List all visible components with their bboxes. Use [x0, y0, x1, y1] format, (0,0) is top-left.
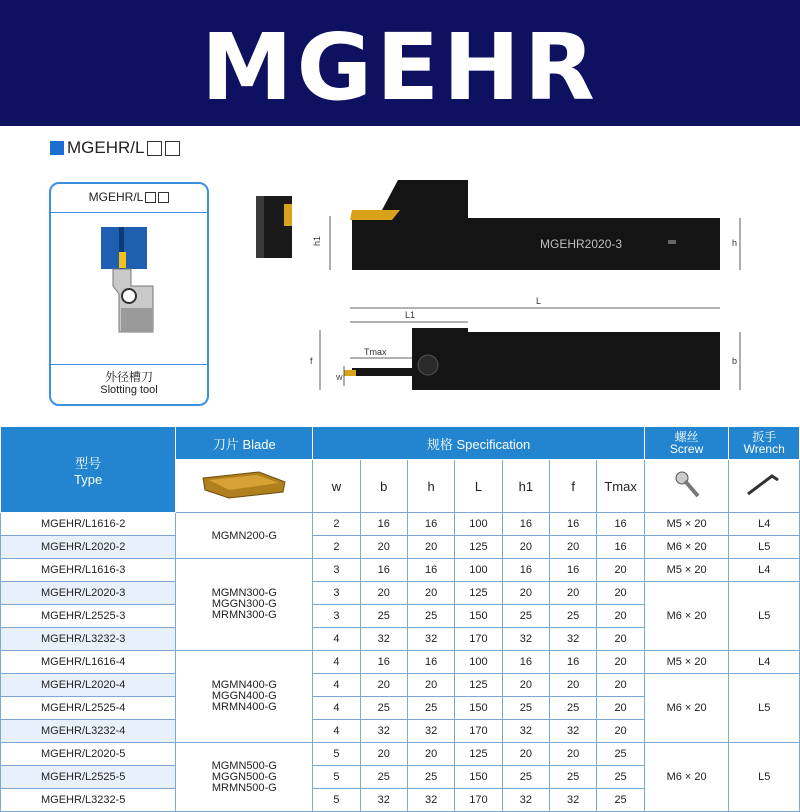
col-header-type: 型号 Type — [1, 427, 176, 513]
table-cell: 25 — [502, 697, 549, 720]
table-cell: 100 — [455, 651, 502, 674]
table-cell: 16 — [360, 513, 407, 536]
table-cell: 16 — [502, 651, 549, 674]
table-cell: 20 — [597, 697, 644, 720]
table-cell: 4 — [313, 720, 360, 743]
table-cell: 20 — [360, 674, 407, 697]
table-cell: 25 — [502, 766, 549, 789]
sub-header-w: w — [313, 460, 360, 513]
col-header-screw: 螺丝 Screw — [644, 427, 729, 460]
table-cell: 25 — [502, 605, 549, 628]
row-type: MGEHR/L3232-3 — [1, 628, 176, 651]
table-cell: 32 — [360, 789, 407, 812]
row-type: MGEHR/L2525-5 — [1, 766, 176, 789]
dim-b: b — [732, 356, 738, 366]
specification-table — [0, 426, 800, 812]
blue-square-icon — [50, 141, 64, 155]
row-type: MGEHR/L1616-4 — [1, 651, 176, 674]
table-cell: 100 — [455, 513, 502, 536]
table-cell: 5 — [313, 789, 360, 812]
table-cell: 2 — [313, 513, 360, 536]
table-cell: 150 — [455, 697, 502, 720]
sub-header-h: h — [407, 460, 454, 513]
row-type: MGEHR/L1616-3 — [1, 559, 176, 582]
row-type: MGEHR/L3232-5 — [1, 789, 176, 812]
table-cell: 20 — [597, 559, 644, 582]
table-row — [1, 743, 800, 766]
table-cell: 25 — [597, 766, 644, 789]
sub-header-tmax: Tmax — [597, 460, 644, 513]
screw-cell: M5 × 20 — [644, 651, 729, 674]
dim-L1: L1 — [405, 310, 416, 320]
slotting-tool-icon — [91, 224, 171, 359]
table-cell: 20 — [502, 743, 549, 766]
table-cell: 100 — [455, 559, 502, 582]
table-cell: 32 — [550, 720, 597, 743]
wrench-cell: L5 — [729, 674, 800, 743]
blade-cell: MGMN200-G — [176, 513, 313, 559]
table-cell: 16 — [550, 559, 597, 582]
table-cell: 16 — [407, 559, 454, 582]
table-row — [1, 513, 800, 536]
card-label-en: Slotting tool — [100, 384, 158, 396]
table-cell: 20 — [597, 720, 644, 743]
table-cell: 170 — [455, 628, 502, 651]
dim-h1: h1 — [312, 235, 322, 246]
table-cell: 25 — [550, 605, 597, 628]
table-cell: 20 — [502, 582, 549, 605]
wrench-cell: L5 — [729, 743, 800, 812]
table-cell: 25 — [360, 766, 407, 789]
divider — [51, 212, 207, 213]
banner-title: MGEHR — [201, 14, 599, 121]
table-cell: 4 — [313, 697, 360, 720]
table-cell: 5 — [313, 766, 360, 789]
table-cell: 4 — [313, 651, 360, 674]
screw-cell: M5 × 20 — [644, 559, 729, 582]
screw-cell: M5 × 20 — [644, 513, 729, 536]
table-cell: 20 — [550, 674, 597, 697]
sub-header-f: f — [550, 460, 597, 513]
table-cell: 25 — [550, 766, 597, 789]
table-cell: 16 — [407, 651, 454, 674]
title-banner — [0, 0, 800, 126]
table-cell: 32 — [550, 789, 597, 812]
table-cell: 20 — [597, 582, 644, 605]
placeholder-box-icon — [147, 141, 162, 156]
table-cell: 25 — [597, 789, 644, 812]
table-cell: 32 — [407, 789, 454, 812]
blade-cell: MGMN300-G MGGN300-G MRMN300-G — [176, 559, 313, 651]
table-row — [1, 674, 800, 697]
table-cell: 20 — [407, 536, 454, 559]
table-cell: 32 — [550, 628, 597, 651]
table-cell: 32 — [360, 720, 407, 743]
blade-image — [176, 460, 313, 513]
table-cell: 20 — [360, 582, 407, 605]
table-cell: 32 — [407, 628, 454, 651]
table-cell: 2 — [313, 536, 360, 559]
table-cell: 16 — [597, 513, 644, 536]
placeholder-box-icon — [165, 141, 180, 156]
tool-holder-drawing — [240, 180, 760, 410]
table-cell: 25 — [360, 697, 407, 720]
screw-image — [644, 460, 729, 513]
table-cell: 20 — [597, 651, 644, 674]
table-cell: 125 — [455, 743, 502, 766]
table-cell: 4 — [313, 674, 360, 697]
placeholder-box-icon — [145, 192, 156, 203]
table-cell: 20 — [597, 674, 644, 697]
table-cell: 4 — [313, 628, 360, 651]
sub-header-L: L — [455, 460, 502, 513]
engraving-label: MGEHR2020-3 — [540, 237, 623, 251]
table-cell: 16 — [550, 651, 597, 674]
row-type: MGEHR/L2020-2 — [1, 536, 176, 559]
table-cell: 150 — [455, 766, 502, 789]
wrench-icon — [744, 470, 784, 500]
wrench-cell: L4 — [729, 651, 800, 674]
row-type: MGEHR/L1616-2 — [1, 513, 176, 536]
wrench-cell: L5 — [729, 536, 800, 559]
table-cell: 16 — [502, 559, 549, 582]
table-cell: 16 — [550, 513, 597, 536]
table-cell: 125 — [455, 536, 502, 559]
table-cell: 20 — [550, 743, 597, 766]
sub-header-h1: h1 — [502, 460, 549, 513]
table-cell: 25 — [407, 605, 454, 628]
table-cell: 32 — [502, 789, 549, 812]
table-cell: 125 — [455, 582, 502, 605]
dim-f: f — [310, 356, 313, 366]
table-cell: 3 — [313, 582, 360, 605]
table-cell: 25 — [360, 605, 407, 628]
blade-cell: MGMN400-G MGGN400-G MRMN400-G — [176, 651, 313, 743]
model-header — [50, 138, 180, 158]
table-cell: 16 — [502, 513, 549, 536]
screw-cell: M6 × 20 — [644, 536, 729, 559]
wrench-cell: L4 — [729, 559, 800, 582]
table-row — [1, 651, 800, 674]
table-cell: 20 — [407, 582, 454, 605]
col-header-blade: 刀片 Blade — [176, 427, 313, 460]
screw-cell: M6 × 20 — [644, 743, 729, 812]
wrench-cell: L5 — [729, 582, 800, 651]
table-cell: 5 — [313, 743, 360, 766]
blade-cell: MGMN500-G MGGN500-G MRMN500-G — [176, 743, 313, 812]
row-type: MGEHR/L2020-3 — [1, 582, 176, 605]
row-type: MGEHR/L2020-5 — [1, 743, 176, 766]
row-type: MGEHR/L2525-3 — [1, 605, 176, 628]
tool-type-card — [49, 182, 209, 406]
table-cell: 16 — [597, 536, 644, 559]
divider — [51, 364, 207, 365]
table-cell: 20 — [597, 605, 644, 628]
table-cell: 20 — [502, 674, 549, 697]
wrench-image — [729, 460, 800, 513]
model-header-label: MGEHR/L — [67, 138, 145, 157]
table-cell: 32 — [502, 720, 549, 743]
table-cell: 3 — [313, 559, 360, 582]
blade-insert-icon — [199, 468, 289, 502]
table-cell: 170 — [455, 789, 502, 812]
card-title: MGEHR/L — [51, 190, 207, 204]
card-label-cn: 外径槽刀 — [104, 370, 153, 384]
dim-w: W — [336, 375, 343, 382]
table-cell: 16 — [360, 559, 407, 582]
dim-Tmax: Tmax — [364, 347, 387, 357]
table-cell: 3 — [313, 605, 360, 628]
table-cell: 25 — [597, 743, 644, 766]
table-cell: 32 — [407, 720, 454, 743]
col-header-wrench: 扳手 Wrench — [729, 427, 800, 460]
table-cell: 32 — [360, 628, 407, 651]
table-cell: 25 — [407, 766, 454, 789]
table-row — [1, 536, 800, 559]
table-cell: 150 — [455, 605, 502, 628]
wrench-cell: L4 — [729, 513, 800, 536]
table-cell: 20 — [597, 628, 644, 651]
table-cell: 20 — [407, 674, 454, 697]
row-type: MGEHR/L2525-4 — [1, 697, 176, 720]
dim-L: L — [536, 296, 542, 306]
table-cell: 20 — [407, 743, 454, 766]
table-cell: 20 — [550, 536, 597, 559]
table-cell: 32 — [502, 628, 549, 651]
col-header-spec: 规格 Specification — [313, 427, 645, 460]
table-cell: 125 — [455, 674, 502, 697]
dim-h: h — [732, 238, 738, 248]
placeholder-box-icon — [158, 192, 169, 203]
table-cell: 20 — [502, 536, 549, 559]
table-cell: 20 — [550, 582, 597, 605]
table-cell: 170 — [455, 720, 502, 743]
table-cell: 20 — [360, 743, 407, 766]
table-cell: 16 — [407, 513, 454, 536]
row-type: MGEHR/L3232-4 — [1, 720, 176, 743]
table-cell: 25 — [550, 697, 597, 720]
table-row — [1, 559, 800, 582]
table-row — [1, 582, 800, 605]
screw-cell: M6 × 20 — [644, 674, 729, 743]
sub-header-b: b — [360, 460, 407, 513]
screw-cell: M6 × 20 — [644, 582, 729, 651]
row-type: MGEHR/L2020-4 — [1, 674, 176, 697]
table-cell: 25 — [407, 697, 454, 720]
table-cell: 20 — [360, 536, 407, 559]
table-cell: 16 — [360, 651, 407, 674]
screw-icon — [672, 470, 702, 500]
